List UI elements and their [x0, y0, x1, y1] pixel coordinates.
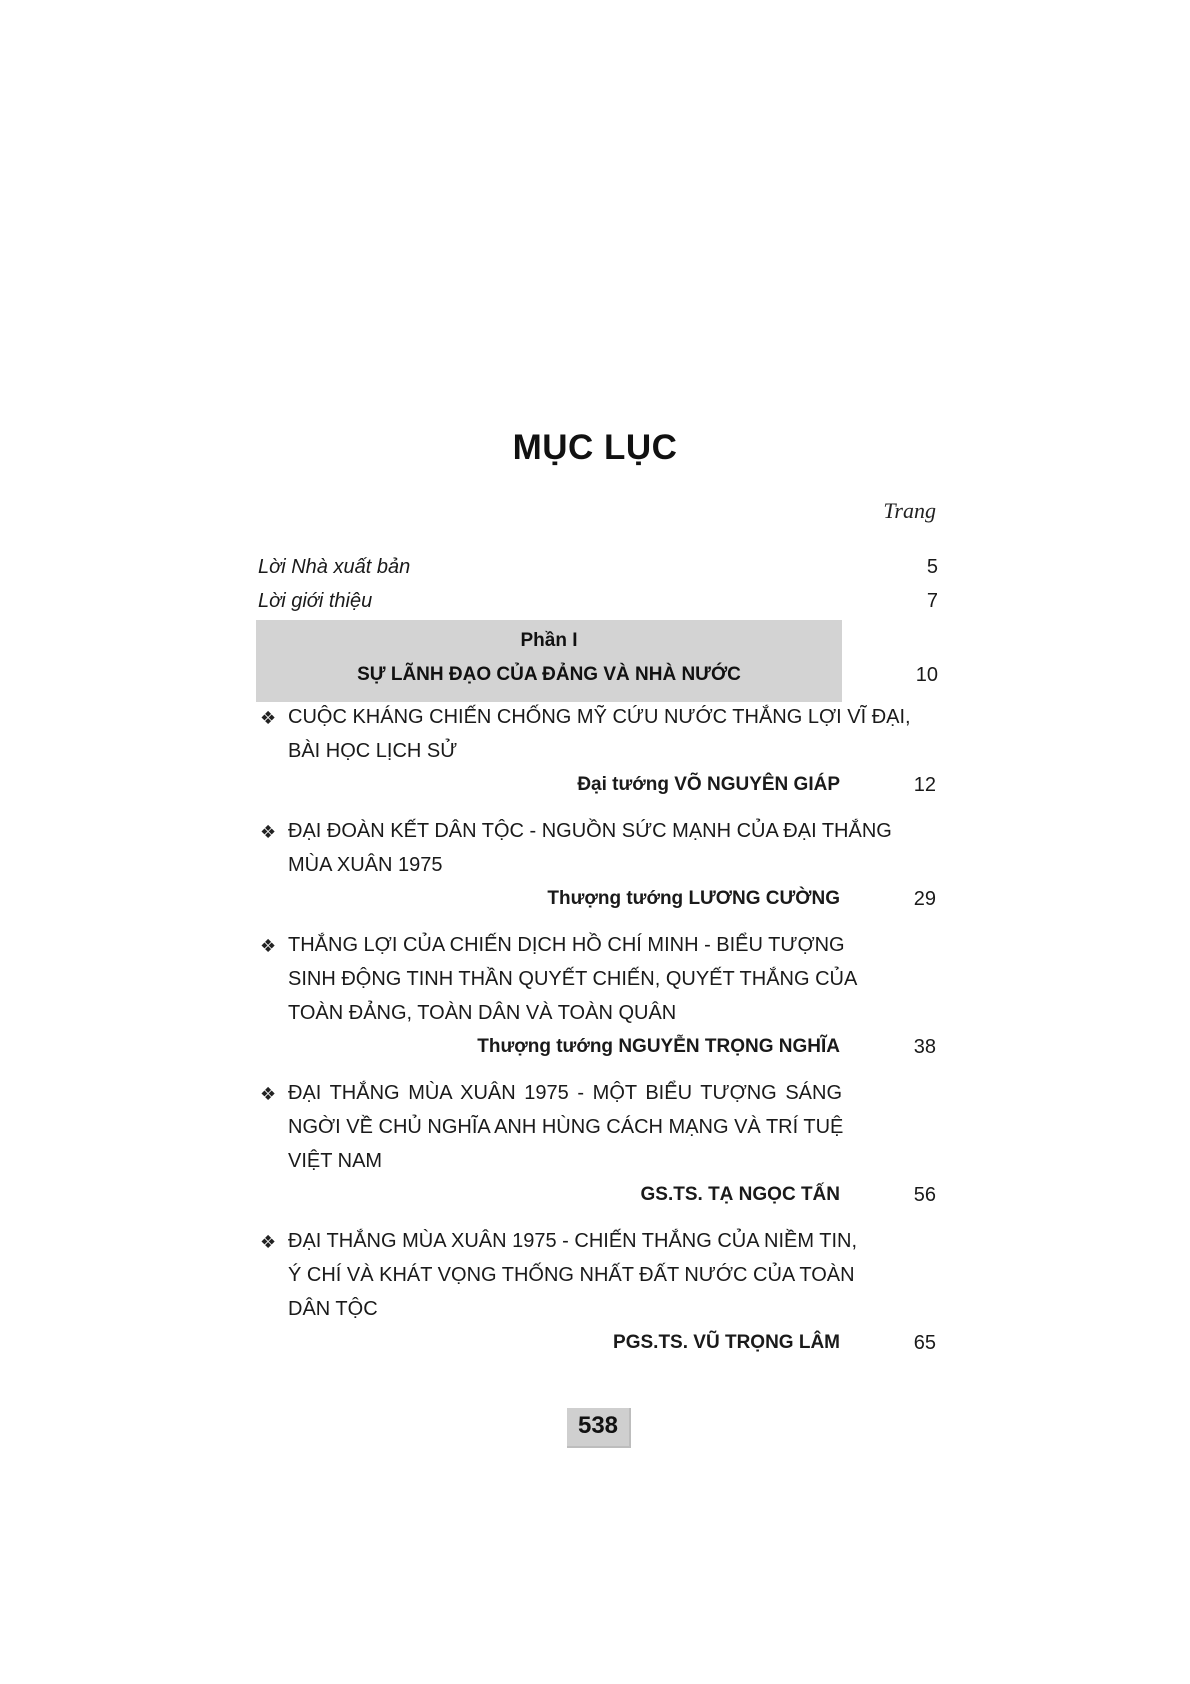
entry-page: 65	[913, 1332, 936, 1354]
part-label: Phần I	[520, 630, 578, 651]
toc-entry	[256, 814, 936, 924]
entry-title-line: DÂN TỘC	[288, 1298, 378, 1320]
entry-title-line: SINH ĐỘNG TINH THẦN QUYẾT CHIẾN, QUYẾT THẮNG CỦA	[288, 968, 858, 990]
diamond-bullet-icon: ❖	[260, 1232, 277, 1252]
page-number-badge	[567, 1408, 631, 1448]
entry-author: PGS.TS. VŨ TRỌNG LÂM	[613, 1332, 840, 1353]
entry-title-line: BÀI HỌC LỊCH SỬ	[288, 740, 458, 762]
entry-title	[288, 814, 892, 882]
toc-entry	[256, 1076, 936, 1220]
entry-title	[288, 700, 911, 768]
entry-title	[288, 1224, 858, 1326]
entry-title-line: THẮNG LỢI CỦA CHIẾN DỊCH HỒ CHÍ MINH - BIỂU TƯỢNG	[288, 934, 845, 956]
entry-page: 56	[913, 1184, 936, 1206]
toc-entry	[256, 1224, 936, 1368]
entry-title-line: ĐẠI THẮNG MÙA XUÂN 1975 - MỘT BIỂU TƯỢNG SÁNG	[288, 1082, 842, 1104]
diamond-bullet-icon: ❖	[260, 936, 277, 956]
entry-author: GS.TS. TẠ NGỌC TẤN	[640, 1184, 840, 1205]
toc-item-label: Lời Nhà xuất bản	[258, 556, 411, 578]
entry-title-line: NGỜI VỀ CHỦ NGHĨA ANH HÙNG CÁCH MẠNG VÀ TRÍ TUỆ	[288, 1116, 844, 1138]
diamond-bullet-icon: ❖	[260, 708, 277, 728]
page-column-label: Trang	[883, 498, 936, 523]
toc-entry	[256, 928, 936, 1072]
diamond-bullet-icon: ❖	[260, 822, 277, 842]
toc-item-page: 5	[926, 556, 938, 578]
entry-author: Thượng tướng LƯƠNG CƯỜNG	[547, 888, 840, 909]
entry-title-line: ĐẠI ĐOÀN KẾT DÂN TỘC - NGUỒN SỨC MẠNH CỦA ĐẠI THẮNG	[288, 820, 892, 842]
page-number: 538	[577, 1412, 619, 1439]
entry-title-line: VIỆT NAM	[288, 1150, 383, 1172]
entry-page: 38	[913, 1036, 936, 1058]
entry-title	[288, 928, 858, 1030]
entry-author: Thượng tướng NGUYỄN TRỌNG NGHĨA	[477, 1036, 840, 1057]
toc-entry	[256, 700, 936, 810]
entry-title-line: MÙA XUÂN 1975	[288, 854, 443, 876]
entry-title-line: Ý CHÍ VÀ KHÁT VỌNG THỐNG NHẤT ĐẤT NƯỚC CỦA TOÀN	[288, 1264, 855, 1286]
entry-page: 29	[913, 888, 936, 910]
entry-author: Đại tướng VÕ NGUYÊN GIÁP	[577, 774, 840, 795]
entry-title-line: TOÀN ĐẢNG, TOÀN DÂN VÀ TOÀN QUÂN	[288, 1002, 677, 1024]
entry-title	[288, 1076, 842, 1178]
part-title: SỰ LÃNH ĐẠO CỦA ĐẢNG VÀ NHÀ NƯỚC	[357, 664, 741, 685]
entry-title-line: ĐẠI THẮNG MÙA XUÂN 1975 - CHIẾN THẮNG CỦA NIỀM TIN,	[288, 1230, 858, 1252]
part-page: 10	[915, 664, 938, 686]
entry-title-line: CUỘC KHÁNG CHIẾN CHỐNG MỸ CỨU NƯỚC THẮNG LỢI VĨ ĐẠI,	[288, 706, 911, 728]
entry-page: 12	[913, 774, 936, 796]
page-title: MỤC LỤC	[512, 428, 678, 467]
diamond-bullet-icon: ❖	[260, 1084, 277, 1104]
toc-item-label: Lời giới thiệu	[258, 590, 373, 612]
toc-item-page: 7	[926, 590, 938, 612]
